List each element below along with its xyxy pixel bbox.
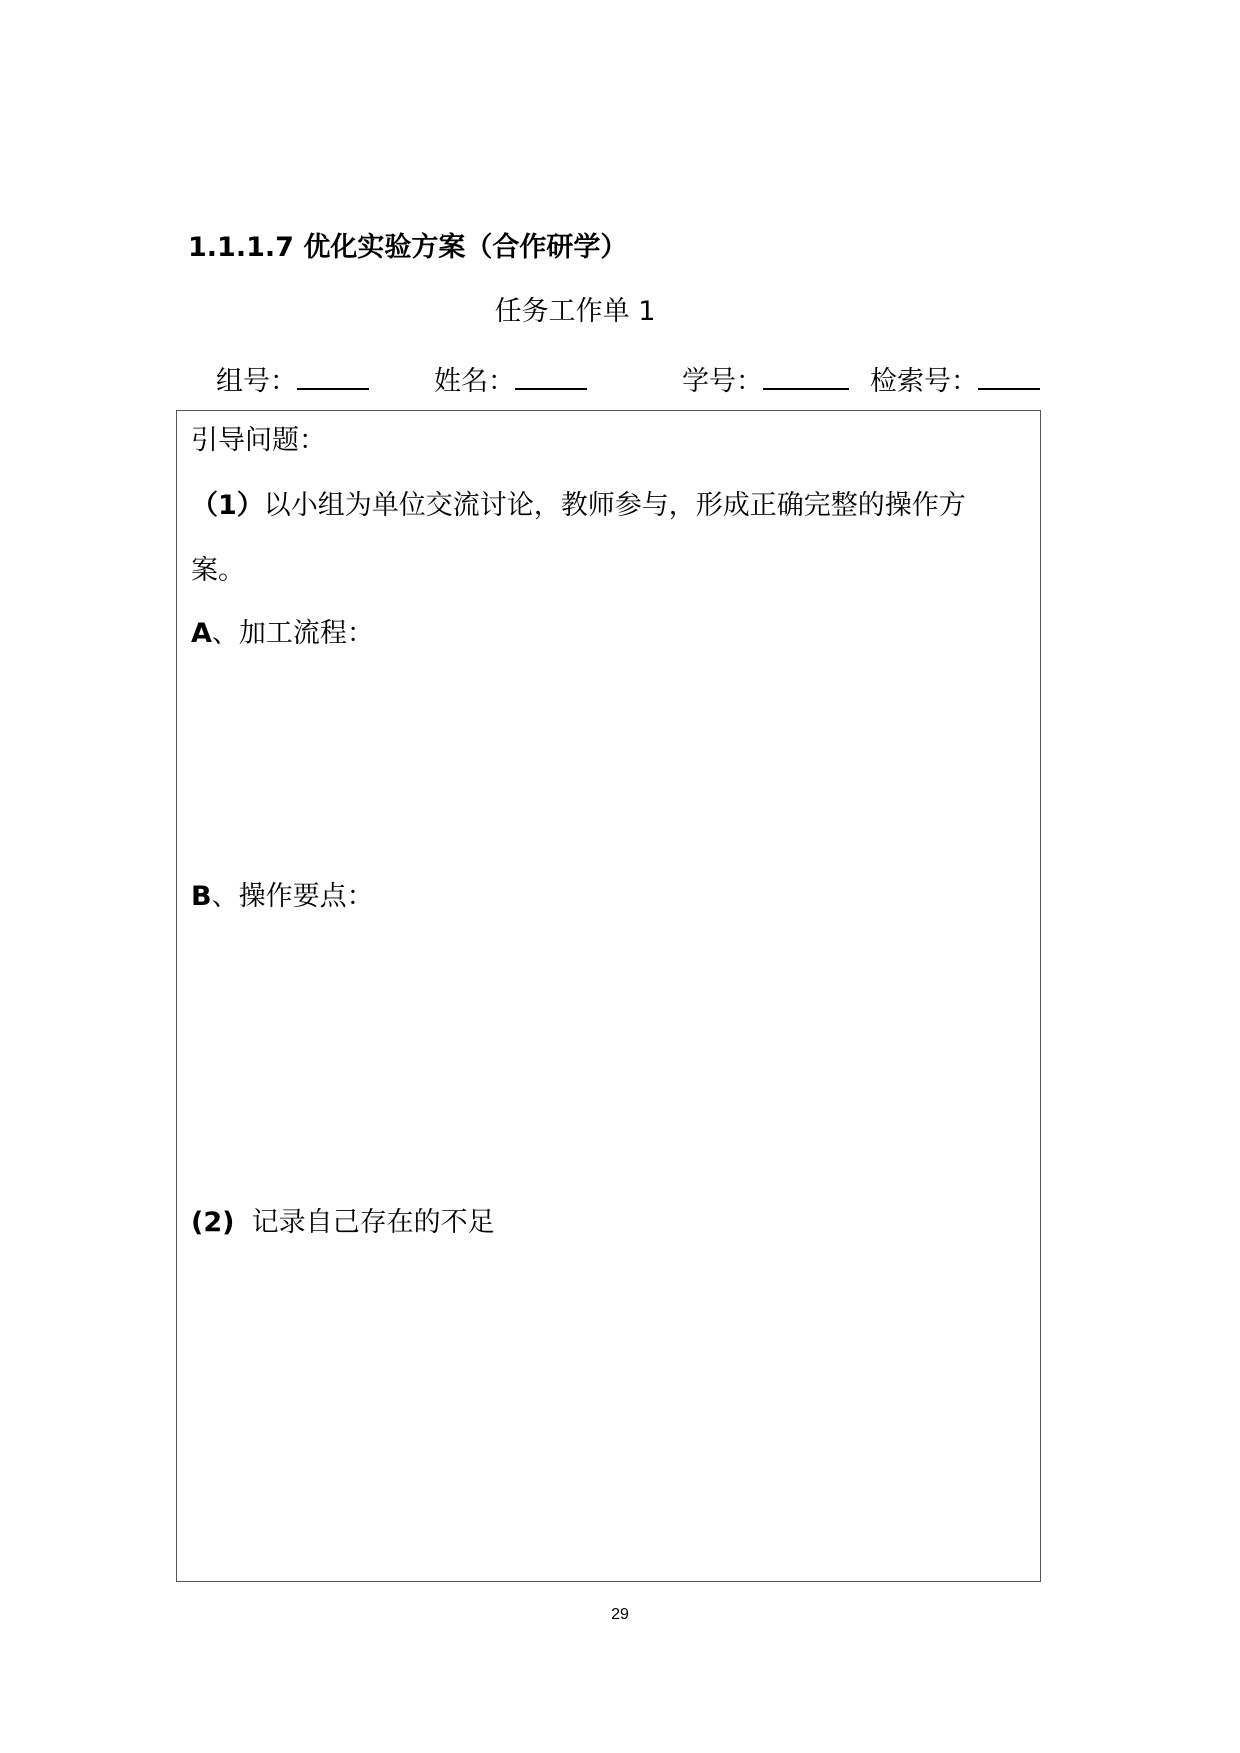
- part-a-heading: [191, 616, 374, 652]
- name-field: [434, 360, 587, 400]
- student-id-label: 学号：: [682, 366, 763, 397]
- group-number-field: [216, 360, 369, 400]
- index-number-field: [870, 360, 1040, 400]
- part-b-heading: [191, 879, 374, 915]
- group-number-blank[interactable]: [297, 360, 369, 390]
- group-number-label: 组号：: [216, 366, 297, 397]
- part-b-prefix: B: [191, 881, 212, 912]
- question-1-line-2: 案。: [191, 555, 245, 586]
- page-number: 29: [611, 1606, 629, 1623]
- question-1-text: 以小组为单位交流讨论，教师参与，形成正确完整的操作方: [263, 490, 966, 521]
- name-blank[interactable]: [515, 360, 587, 390]
- question-2-heading: [191, 1205, 495, 1241]
- guide-label: 引导问题：: [191, 425, 326, 456]
- student-id-field: [682, 360, 849, 400]
- name-label: 姓名：: [434, 366, 515, 397]
- question-2-text: 记录自己存在的不足: [251, 1207, 495, 1238]
- part-a-prefix: A: [191, 618, 212, 649]
- sheet-title: 任务工作单 1: [494, 296, 656, 327]
- question-2-prefix: (2): [191, 1207, 235, 1238]
- part-b-text: 、操作要点：: [211, 881, 374, 912]
- section-heading: 1.1.1.7 优化实验方案（合作研学）: [188, 232, 628, 263]
- student-id-blank[interactable]: [763, 360, 849, 390]
- question-1-line-1: [191, 488, 966, 524]
- question-1-prefix: （1）: [191, 490, 264, 521]
- index-number-label: 检索号：: [870, 366, 978, 397]
- index-number-blank[interactable]: [978, 360, 1040, 390]
- part-a-text: 、加工流程：: [211, 618, 374, 649]
- task-worksheet-box: [176, 410, 1041, 1582]
